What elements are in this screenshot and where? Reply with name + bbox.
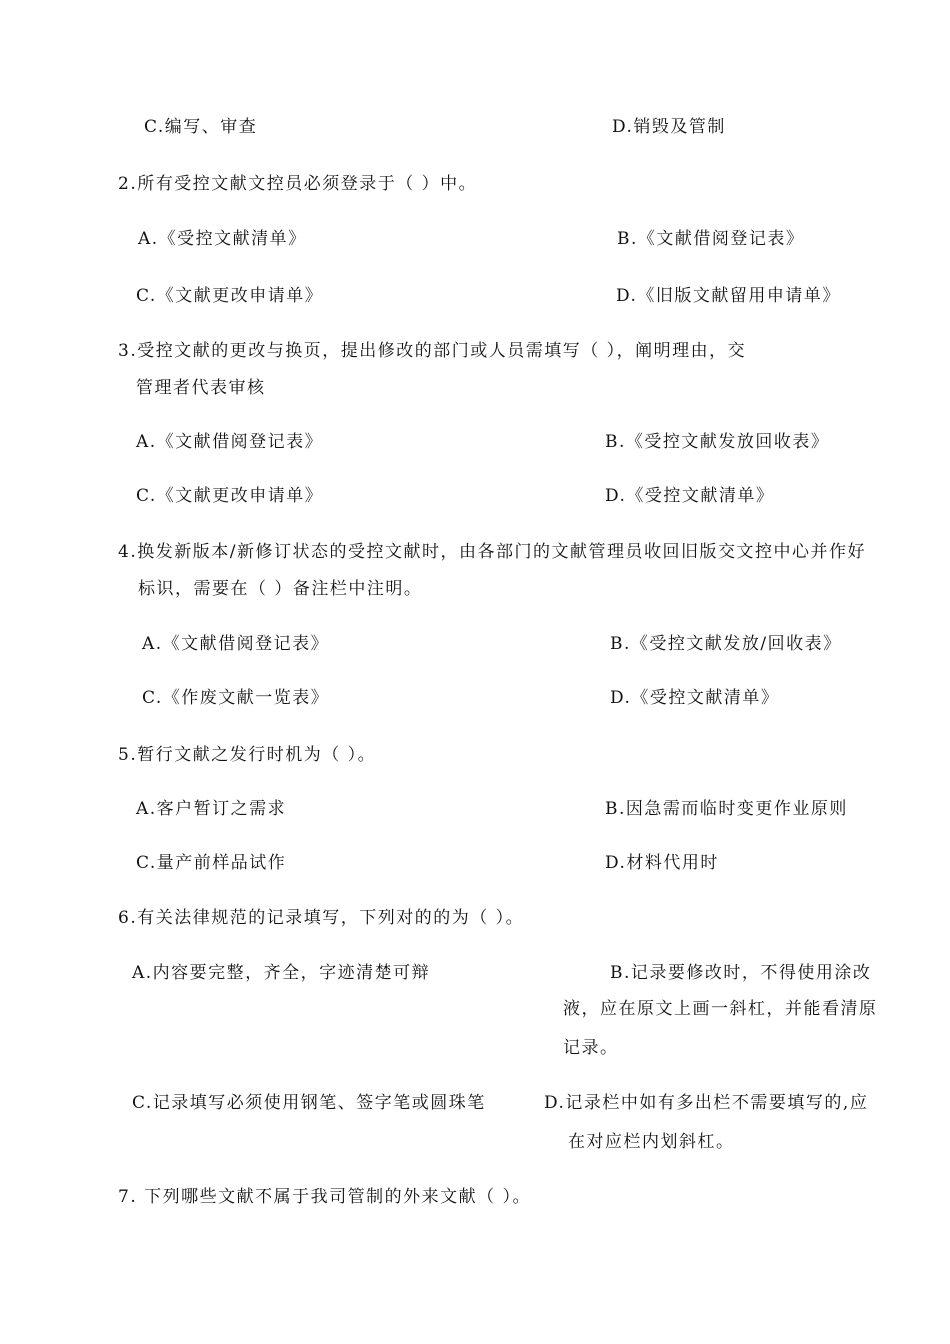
q4-option-b: B.《受控文献发放/回收表》 <box>610 634 842 654</box>
q3-option-c: C.《文献更改申请单》 <box>136 486 324 506</box>
q6-option-b-line1: B.记录要修改时，不得使用涂改 <box>610 963 872 983</box>
q6-option-c: C.记录填写必须使用钢笔、签字笔或圆珠笔 <box>132 1093 486 1113</box>
q5-option-a: A.客户暂订之需求 <box>136 799 287 819</box>
q6-option-d-line1: D.记录栏中如有多出栏不需要填写的,应 <box>544 1093 869 1113</box>
q5-stem: 5.暂行文献之发行时机为（ ）。 <box>118 745 377 765</box>
q6-option-a: A.内容要完整，齐全，字迹清楚可辩 <box>132 963 431 983</box>
q4-stem-line2: 标识，需要在（ ）备注栏中注明。 <box>138 579 423 599</box>
q2-option-d: D.《旧版文献留用申请单》 <box>616 286 841 306</box>
q1-option-c: C.编写、审查 <box>144 117 258 137</box>
q5-option-c: C.量产前样品试作 <box>136 853 287 873</box>
q4-option-a: A.《文献借阅登记表》 <box>142 634 330 654</box>
q4-option-c: C.《作废文献一览表》 <box>142 688 330 708</box>
q4-option-d: D.《受控文献清单》 <box>610 688 780 708</box>
q2-option-a: A.《受控文献清单》 <box>138 229 307 249</box>
q3-stem-line1: 3.受控文献的更改与换页，提出修改的部门或人员需填写（ ），阐明理由，交 <box>118 341 747 361</box>
q6-stem: 6.有关法律规范的记录填写，下列对的的为（ ）。 <box>118 908 525 928</box>
q6-option-b-line3: 记录。 <box>563 1038 619 1058</box>
q6-option-d-line2: 在对应栏内划斜杠。 <box>568 1132 735 1152</box>
q2-option-c: C.《文献更改申请单》 <box>136 286 324 306</box>
q5-option-b: B.因急需而临时变更作业原则 <box>605 799 848 819</box>
q2-stem: 2.所有受控文献文控员必须登录于（ ）中。 <box>118 174 478 194</box>
q3-option-d: D.《受控文献清单》 <box>605 486 775 506</box>
q4-stem-line1: 4.换发新版本/新修订状态的受控文献时，由各部门的文献管理员收回旧版交文控中心并作好 <box>118 542 866 562</box>
q3-option-a: A.《文献借阅登记表》 <box>136 432 324 452</box>
q3-stem-line2: 管理者代表审核 <box>136 378 266 398</box>
q5-option-d: D.材料代用时 <box>605 853 719 873</box>
q3-option-b: B.《受控文献发放回收表》 <box>605 432 830 452</box>
q7-stem: 7. 下列哪些文献不属于我司管制的外来文献（ ）。 <box>118 1187 532 1207</box>
q2-option-b: B.《文献借阅登记表》 <box>617 229 805 249</box>
q1-option-d: D.销毁及管制 <box>612 117 726 137</box>
q6-option-b-line2: 液，应在原文上画一斜杠，并能看清原 <box>563 999 878 1019</box>
